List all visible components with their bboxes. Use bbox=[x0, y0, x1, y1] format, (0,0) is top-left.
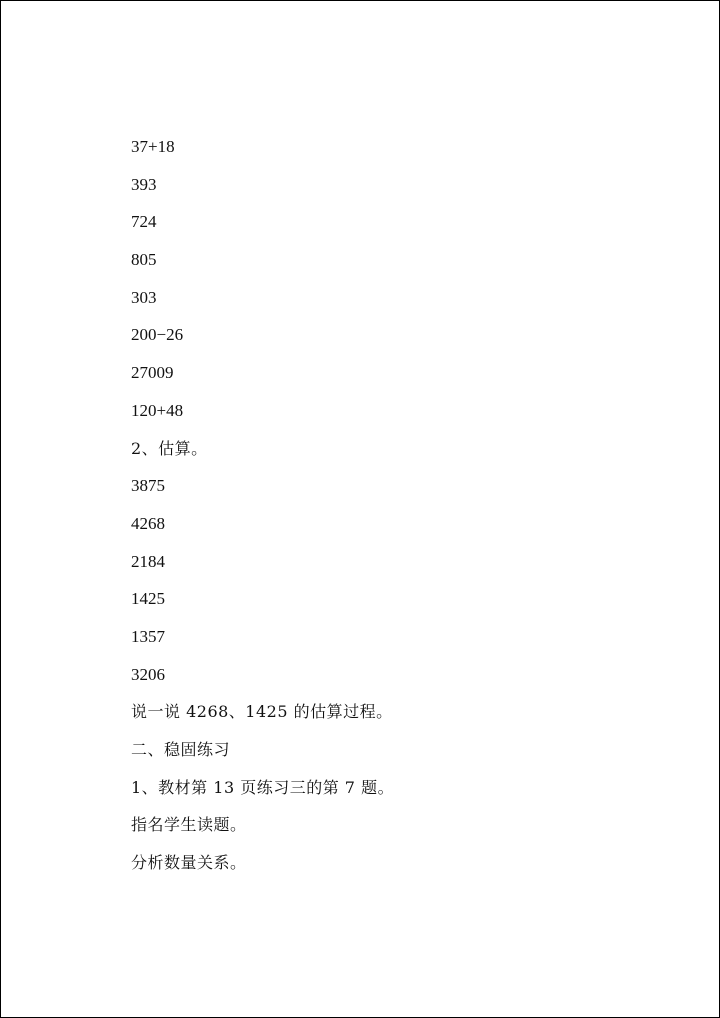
text-line: 分析数量关系。 bbox=[131, 853, 247, 873]
text-line: 1357 bbox=[131, 626, 165, 646]
text-line: 指名学生读题。 bbox=[131, 815, 247, 835]
text-line: 2184 bbox=[131, 551, 165, 571]
text-line: 724 bbox=[131, 212, 157, 232]
document-body bbox=[131, 135, 671, 889]
text-line: 805 bbox=[131, 250, 157, 270]
text-line: 1425 bbox=[131, 589, 165, 609]
text-line: 27009 bbox=[131, 363, 174, 383]
text-line: 120+48 bbox=[131, 400, 184, 420]
text-line: 3875 bbox=[131, 476, 165, 496]
text-line: 1、教材第 13 页练习三的第 7 题。 bbox=[131, 777, 395, 797]
text-line: 37+18 bbox=[131, 137, 175, 156]
text-line: 3206 bbox=[131, 664, 165, 684]
section-heading: 2、估算。 bbox=[131, 438, 208, 458]
text-line: 4268 bbox=[131, 513, 165, 533]
text-line: 200−26 bbox=[131, 325, 184, 345]
text-line: 303 bbox=[131, 287, 157, 307]
text-line: 说一说 4268、1425 的估算过程。 bbox=[131, 702, 393, 722]
text-line: 393 bbox=[131, 174, 157, 194]
section-heading: 二、稳固练习 bbox=[131, 740, 231, 759]
